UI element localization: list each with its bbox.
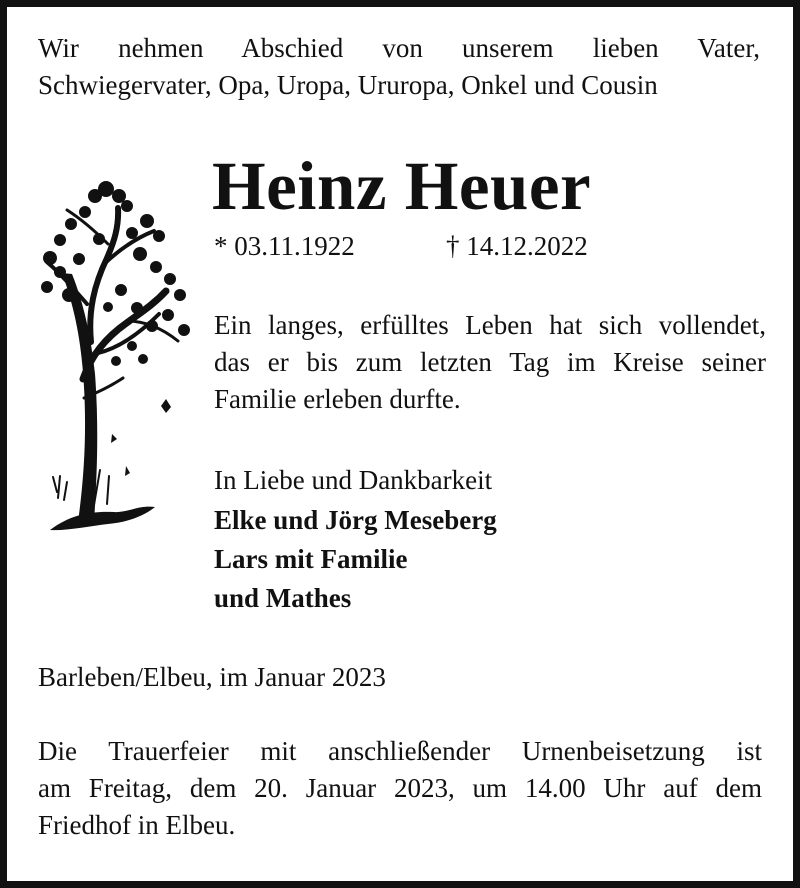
mourner-name: und Mathes [214,583,352,613]
closing-phrase: In Liebe und Dankbarkeit [214,465,493,495]
intro-line: Wir nehmen Abschied von unserem lieben Vater, [38,33,760,63]
place-date: Barleben/Elbeu, im Januar 2023 [38,662,386,692]
funeral-line: Die Trauerfeier mit anschließender Urnenbeisetzung ist [38,736,762,766]
life-line: das er bis zum letzten Tag im Kreise seiner [214,347,766,377]
funeral-info [38,733,762,844]
life-text [214,307,766,418]
birth-date: * 03.11.1922 [214,231,355,261]
life-line: Ein langes, erfülltes Leben hat sich vollendet, [214,310,766,340]
mourner-name: Lars mit Familie [214,544,408,574]
mourner-name: Elke und Jörg Meseberg [214,505,497,535]
funeral-line: am Freitag, dem 20. Januar 2023, um 14.00 Uhr auf dem [38,773,762,803]
death-date: † 14.12.2022 [446,231,588,261]
intro-line: Schwiegervater, Opa, Uropa, Ururopa, Onkel und Cousin [38,70,658,100]
life-line: Familie erleben durfte. [214,384,461,414]
intro-text [38,30,760,104]
deceased-name: Heinz Heuer [212,148,592,224]
funeral-line: Friedhof in Elbeu. [38,810,236,840]
tree-illustration [36,172,196,534]
